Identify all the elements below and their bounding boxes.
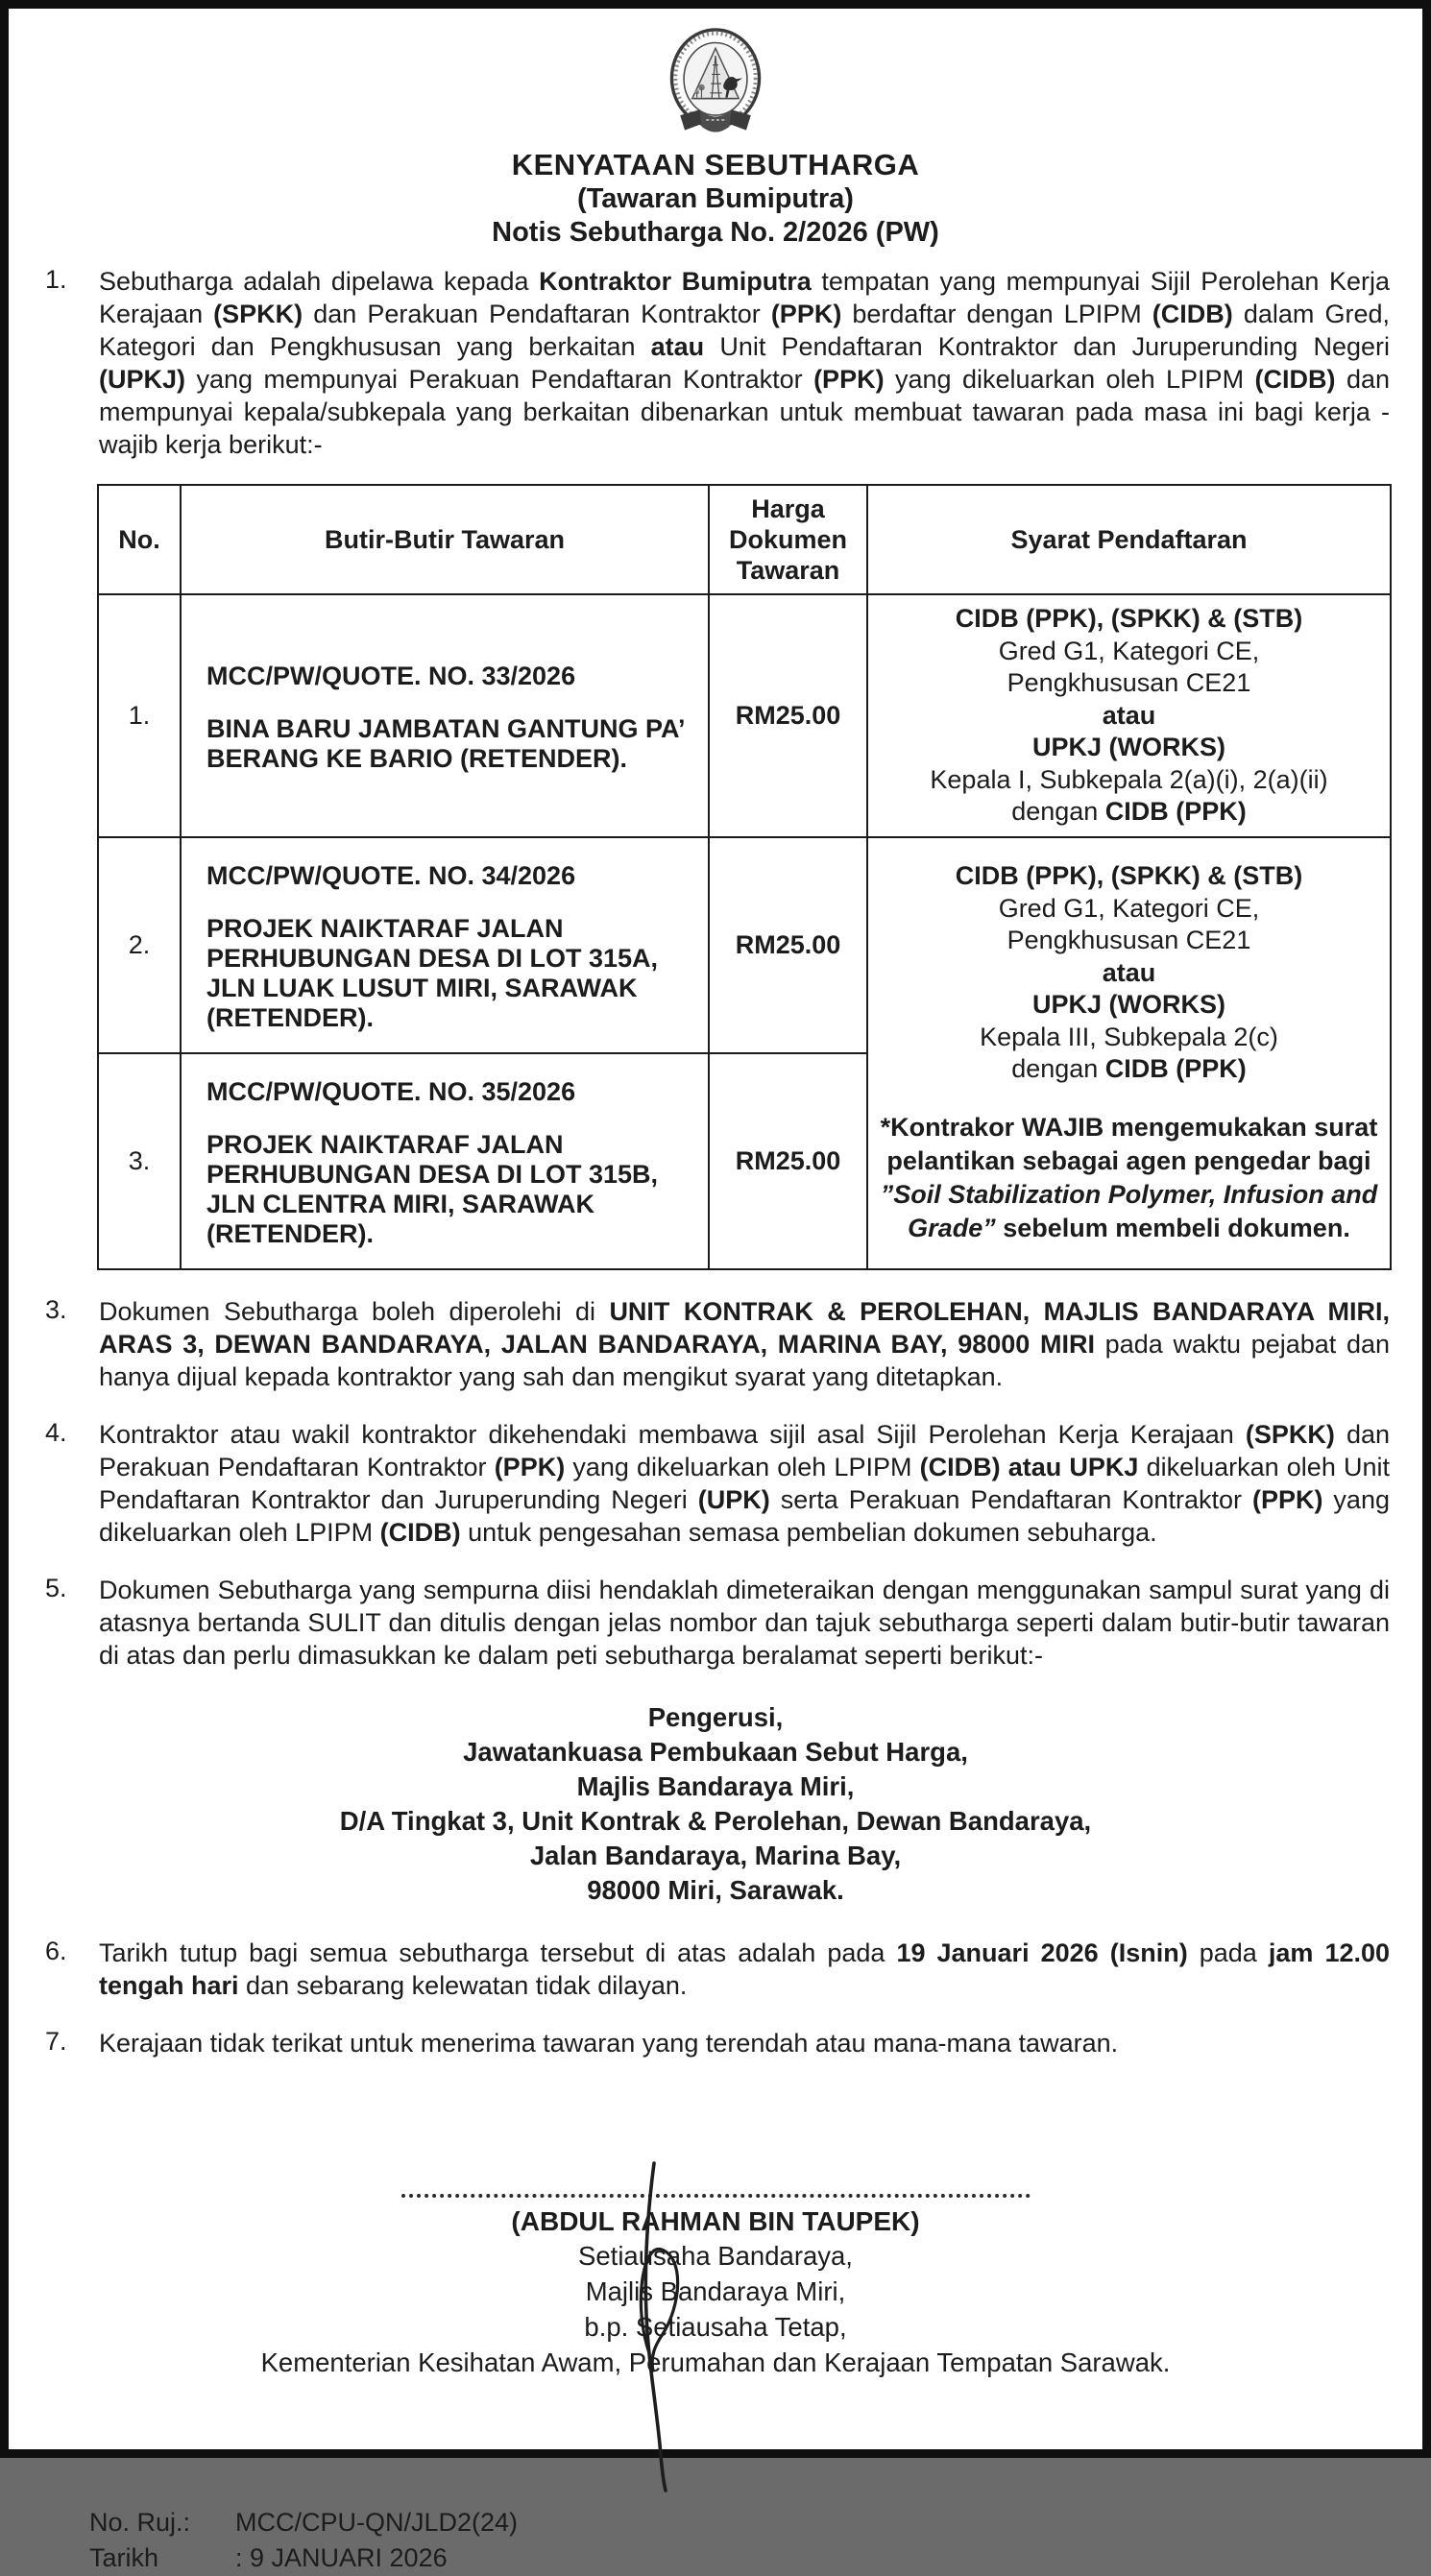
rows23-syarat: CIDB (PPK), (SPKK) & (STB) Gred G1, Kategori CE, Pengkhususan CE21 atau UPKJ (WORKS) Kepala III, Subkepala 2(c) dengan CIDB (PPK) *Kontrakor WAJIB mengemukakan surat pelantikan sebagai agen pengedar bagi ”Soil Stabilization Polymer, Infusion and Grade” sebelum membeli dokumen. [867, 837, 1391, 1269]
date-value: : 9 JANUARI 2026 [235, 2542, 448, 2572]
row3-no: 3. [98, 1053, 181, 1269]
paragraph-6 [45, 1937, 1390, 2002]
paragraph-1 [45, 265, 1390, 461]
address-line: D/A Tingkat 3, Unit Kontrak & Perolehan, Dewan Bandaraya, [339, 1805, 1092, 1836]
paragraph-7 [45, 2027, 1390, 2059]
date-label: Tarikh [89, 2542, 159, 2572]
address-line: Pengerusi, [647, 1701, 784, 1732]
row2-price: RM25.00 [709, 837, 867, 1053]
paragraph-6-text: Tarikh tutup bagi semua sebutharga tersebut di atas adalah pada 19 Januari 2026 (Isnin) pada jam 12.00 tengah hari dan sebarang kelewatan tidak dilayan. [99, 1938, 1391, 2000]
paragraph-6-number: 6. [45, 1936, 67, 1965]
signatory-onbehalf: b.p. Setiausaha Tetap, [584, 2311, 847, 2342]
notice-number: Notis Sebutharga No. 2/2026 (PW) [492, 217, 939, 248]
table-header-row [98, 485, 1391, 594]
signatory-org: Majlis Bandaraya Miri, [585, 2275, 846, 2306]
paragraph-7-text: Kerajaan tidak terikat untuk menerima tawaran yang terendah atau mana-mana tawaran. [99, 2028, 1119, 2058]
address-line: Majlis Bandaraya Miri, [576, 1770, 855, 1801]
paragraph-4-number: 4. [45, 1417, 67, 1447]
city-council-crest-icon [667, 28, 764, 147]
paragraph-5-number: 5. [45, 1573, 67, 1602]
paragraph-3-text: Dokumen Sebutharga boleh diperolehi di UNIT KONTRAK & PEROLEHAN, MAJLIS BANDARAYA MIRI, ARAS 3, DEWAN BANDARAYA, JALAN BANDARAYA, MARINA BAY, 98000 MIRI pada waktu pejabat dan hanya dijual kepada kontraktor yang sah dan mengikut syarat yang ditetapkan. [99, 1296, 1390, 1391]
col-header-harga: Harga Dokumen Tawaran [709, 485, 867, 594]
address-line: Jalan Bandaraya, Marina Bay, [529, 1840, 902, 1870]
col-header-no: No. [98, 485, 181, 594]
reference-number-label: No. Ruj.: [89, 2507, 191, 2537]
date-row [89, 2540, 1395, 2576]
row3-title: PROJEK NAIKTARAF JALAN PERHUBUNGAN DESA DI LOT 315B, JLN CLENTRA MIRI, SARAWAK (RETENDER). [206, 1129, 659, 1248]
reference-number-value: MCC/CPU-QN/JLD2(24) [235, 2507, 519, 2537]
paragraph-4-text: Kontraktor atau wakil kontraktor dikehendaki membawa sijil asal Sijil Perolehan Kerja Kerajaan (SPKK) dan Perakuan Pendaftaran Kontraktor (PPK) yang dikeluarkan oleh LPIPM (CIDB) atau UPKJ dikeluarkan oleh Unit Pendaftaran Kontraktor dan Juruperunding Negeri (UPK) serta Perakuan Pendaftaran Kontraktor (PPK) yang dikeluarkan oleh LPIPM (CIDB) untuk pengesahan semasa pembelian dokumen sebuharga. [99, 1419, 1390, 1547]
col-header-butir: Butir-Butir Tawaran [181, 485, 709, 594]
paragraph-4 [45, 1418, 1390, 1549]
agent-appointment-note: *Kontrakor WAJIB mengemukakan surat pelantikan sebagai agen pengedar bagi ”Soil Stabilization Polymer, Infusion and Grade” sebelum membeli dokumen. [880, 1112, 1378, 1242]
row1-butir [181, 594, 709, 837]
row1-syarat: CIDB (PPK), (SPKK) & (STB) Gred G1, Kategori CE, Pengkhususan CE21 atau UPKJ (WORKS) Kepala I, Subkepala 2(a)(i), 2(a)(ii) dengan CIDB (PPK) [867, 594, 1391, 837]
table-row [98, 837, 1391, 1053]
submission-address-block [36, 1700, 1395, 1908]
signatory-ministry: Kementerian Kesihatan Awam, Perumahan dan Kerajaan Tempatan Sarawak. [260, 2347, 1171, 2377]
row2-title: PROJEK NAIKTARAF JALAN PERHUBUNGAN DESA DI LOT 315A, JLN LUAK LUSUT MIRI, SARAWAK (RETENDER). [206, 913, 659, 1032]
reference-number-row [89, 2505, 1395, 2540]
col-header-syarat: Syarat Pendaftaran [867, 485, 1391, 594]
paragraph-1-number: 1. [45, 265, 67, 294]
row3-butir [181, 1053, 709, 1269]
paragraph-3 [45, 1295, 1390, 1393]
signature-block [36, 2194, 1395, 2478]
row1-no: 1. [98, 594, 181, 837]
paragraph-3-number: 3. [45, 1294, 67, 1324]
signatory-name: (ABDUL RAHMAN BIN TAUPEK) [511, 2205, 920, 2236]
row3-price: RM25.00 [709, 1053, 867, 1269]
row2-butir [181, 837, 709, 1053]
paragraph-7-number: 7. [45, 2026, 67, 2056]
paragraph-5 [45, 1574, 1390, 1672]
page-subtitle: (Tawaran Bumiputra) [577, 183, 854, 214]
row2-no: 2. [98, 837, 181, 1053]
row2-quote-no: MCC/PW/QUOTE. NO. 34/2026 [206, 860, 576, 890]
row1-price: RM25.00 [709, 594, 867, 837]
paragraph-5-text: Dokumen Sebutharga yang sempurna diisi hendaklah dimeteraikan dengan menggunakan sampul surat yang di atasnya bertanda SULIT dan ditulis dengan jelas nombor dan tajuk sebutharga seperti dalam butir-butir tawaran di atas dan perlu dimasukkan ke dalam peti sebutharga beralamat seperti berikut:- [99, 1575, 1390, 1670]
handwritten-signature [594, 2161, 719, 2492]
address-line: 98000 Miri, Sarawak. [587, 1874, 844, 1905]
paragraph-1-text: Sebutharga adalah dipelawa kepada Kontraktor Bumiputra tempatan yang mempunyai Sijil Perolehan Kerja Kerajaan (SPKK) dan Perakuan Pendaftaran Kontraktor (PPK) berdaftar dengan LPIPM (CIDB) dalam Gred, Kategori dan Pengkhususan yang berkaitan atau Unit Pendaftaran Kontraktor dan Juruperunding Negeri (UPKJ) yang mempunyai Perakuan Pendaftaran Kontraktor (PPK) yang dikeluarkan oleh LPIPM (CIDB) dan mempunyai kepala/subkepala yang berkaitan dibenarkan untuk membuat tawaran pada masa ini bagi kerja - wajib kerja berikut:- [99, 267, 1391, 459]
signatory-title: Setiausaha Bandaraya, [578, 2240, 853, 2271]
tender-table [97, 484, 1392, 1270]
table-row [98, 594, 1391, 837]
address-line: Jawatankuasa Pembukaan Sebut Harga, [463, 1736, 968, 1767]
page-title: KENYATAAN SEBUTHARGA [511, 148, 920, 181]
row1-quote-no: MCC/PW/QUOTE. NO. 33/2026 [206, 661, 576, 690]
row3-quote-no: MCC/PW/QUOTE. NO. 35/2026 [206, 1076, 576, 1106]
row1-title: BINA BARU JAMBATAN GANTUNG PA’ BERANG KE BARIO (RETENDER). [206, 713, 684, 773]
document-footer [89, 2505, 1395, 2576]
